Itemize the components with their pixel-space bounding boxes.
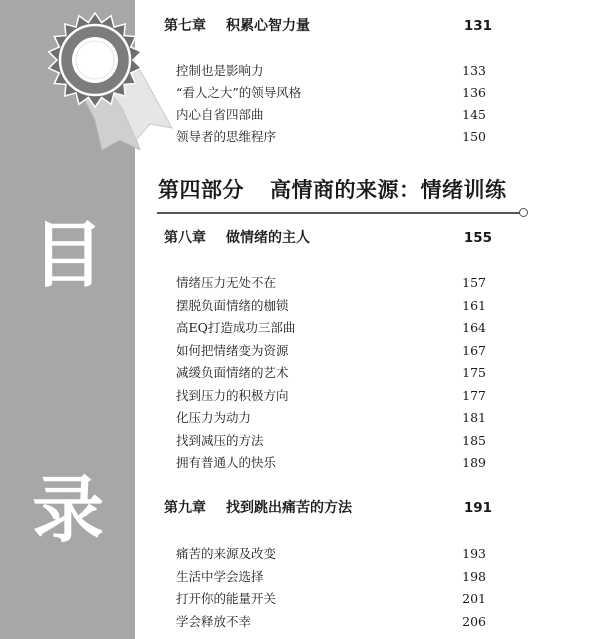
toc-entry-title: 内心自省四部曲 xyxy=(176,107,264,122)
toc-entry-title: 学会释放不幸 xyxy=(176,613,252,629)
toc-entry-page: 136 xyxy=(462,85,486,100)
toc-entry-page: 164 xyxy=(462,320,486,335)
chapter-8-title: 做情绪的主人 xyxy=(226,230,310,246)
toc-entry[interactable] xyxy=(0,385,600,407)
toc-entry[interactable] xyxy=(0,407,600,429)
toc-entry-page: 145 xyxy=(462,107,486,122)
chapter-8-number: 第八章 xyxy=(164,230,206,246)
toc-entry-title: 领导者的思维程序 xyxy=(176,129,277,144)
chapter-8-page: 155 xyxy=(463,230,492,246)
toc-entry[interactable] xyxy=(0,588,600,610)
part-4-label: 第四部分 xyxy=(158,178,244,202)
toc-entry-page: 193 xyxy=(462,546,486,561)
toc-entry-title: 打开你的能量开关 xyxy=(176,591,277,606)
toc-entry-title: 如何把情绪变为资源 xyxy=(176,342,289,358)
toc-entry-page: 150 xyxy=(462,129,486,144)
toc-entry-title: “看人之大”的领导风格 xyxy=(176,85,302,100)
part-divider-dot xyxy=(519,208,528,217)
toc-entry[interactable] xyxy=(0,82,600,104)
toc-entry-title: 减缓负面情绪的艺术 xyxy=(176,365,289,380)
toc-entry-page: 177 xyxy=(462,387,486,403)
toc-entry[interactable] xyxy=(0,317,600,339)
toc-entry-page: 157 xyxy=(462,275,486,290)
chapter-7-heading xyxy=(164,15,310,37)
toc-entry-page: 161 xyxy=(462,297,486,313)
chapter-8-row[interactable] xyxy=(0,227,600,249)
toc-entry[interactable] xyxy=(0,566,600,588)
toc-entry-title: 化压力为动力 xyxy=(176,410,252,425)
toc-entry-title: 摆脱负面情绪的枷锁 xyxy=(176,297,289,313)
toc-entry[interactable] xyxy=(0,60,600,82)
toc-entry-page: 133 xyxy=(462,63,486,78)
toc-entry-title: 高EQ打造成功三部曲 xyxy=(176,320,296,335)
part-divider-line xyxy=(157,212,521,214)
chapter-7-number: 第七章 xyxy=(164,18,206,34)
toc-entry-page: 175 xyxy=(462,365,486,380)
chapter-9-page: 191 xyxy=(463,500,492,516)
toc-entry-page: 189 xyxy=(462,455,486,470)
toc-entry-page: 185 xyxy=(462,432,486,448)
toc-entry[interactable] xyxy=(0,430,600,452)
toc-entry-title: 找到压力的积极方向 xyxy=(176,387,289,403)
toc-entry[interactable] xyxy=(0,272,600,294)
chapter-9-number: 第九章 xyxy=(164,500,206,516)
chapter-8-heading xyxy=(164,227,310,249)
toc-entry-title: 控制也是影响力 xyxy=(176,63,264,78)
part-4-title: 高情商的来源：情绪训练 xyxy=(270,178,507,202)
chapter-7-title: 积累心智力量 xyxy=(226,18,310,34)
toc-entry-page: 198 xyxy=(462,568,486,584)
chapter-7-row[interactable] xyxy=(0,15,600,37)
toc-entry[interactable] xyxy=(0,126,600,148)
sidebar-char-mu: 目 xyxy=(31,213,104,297)
chapter-9-title: 找到跳出痛苦的方法 xyxy=(226,500,352,516)
toc-entry-page: 206 xyxy=(462,613,486,629)
chapter-9-row[interactable] xyxy=(0,497,600,519)
toc-entry[interactable] xyxy=(0,611,600,633)
toc-entry[interactable] xyxy=(0,295,600,317)
toc-entry[interactable] xyxy=(0,362,600,384)
chapter-7-page: 131 xyxy=(463,18,492,34)
part-4-heading xyxy=(158,175,507,205)
toc-entry[interactable] xyxy=(0,340,600,362)
toc-entry-title: 情绪压力无处不在 xyxy=(176,275,277,290)
toc-entry-page: 201 xyxy=(462,591,486,606)
toc-entry[interactable] xyxy=(0,104,600,126)
toc-entry-title: 找到减压的方法 xyxy=(176,432,264,448)
toc-entry[interactable] xyxy=(0,543,600,565)
toc-entry-title: 拥有普通人的快乐 xyxy=(176,455,277,470)
toc-entry[interactable] xyxy=(0,452,600,474)
toc-entry-title: 生活中学会选择 xyxy=(176,568,264,584)
chapter-9-heading xyxy=(164,497,352,519)
toc-entry-page: 167 xyxy=(462,342,486,358)
toc-entry-title: 痛苦的来源及改变 xyxy=(176,546,277,561)
sidebar-char-lu: 录 xyxy=(31,468,104,552)
toc-entry-page: 181 xyxy=(462,410,486,425)
